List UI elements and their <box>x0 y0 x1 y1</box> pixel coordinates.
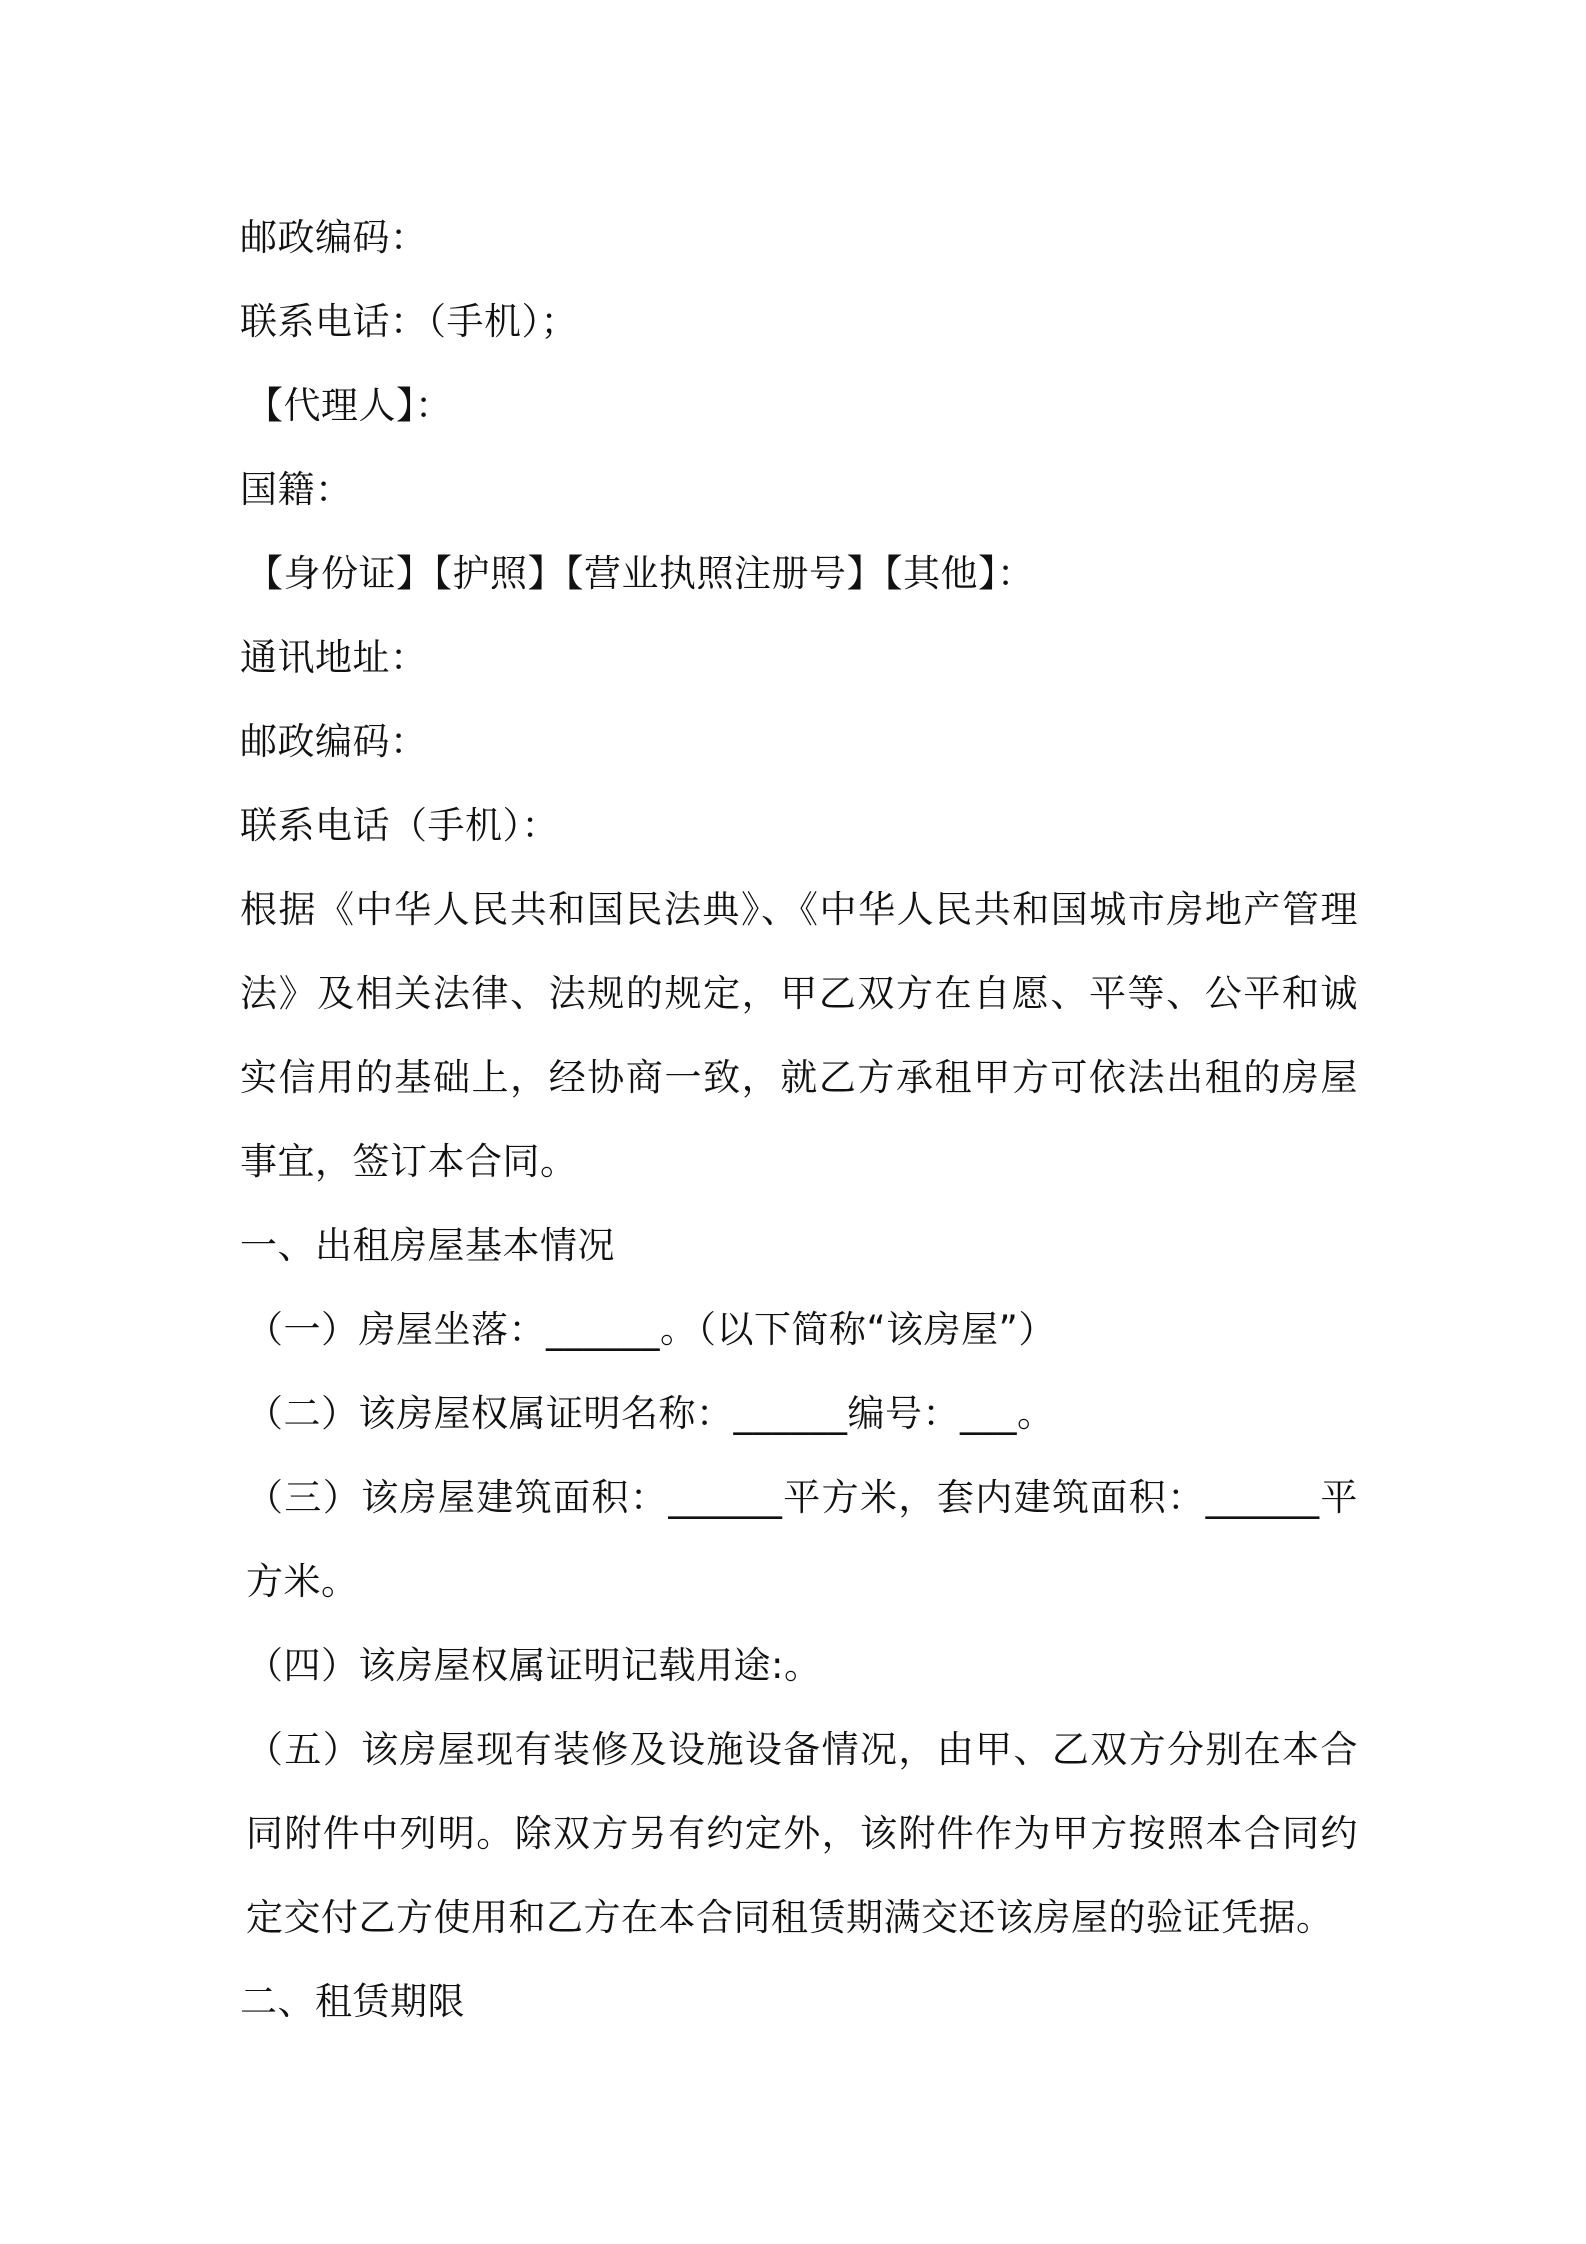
postal-code-line-2: 邮政编码： <box>240 720 428 763</box>
section-1-heading: 一、出租房屋基本情况 <box>240 1224 615 1267</box>
item-3: （三）该房屋建筑面积：______平方米，套内建筑面积：______平方米。 <box>246 1476 1358 1603</box>
document-body <box>240 196 1358 2044</box>
address-line: 通讯地址： <box>240 636 428 679</box>
phone-line: 联系电话：（手机）； <box>240 300 578 343</box>
item-4: （四）该房屋权属证明记载用途:。 <box>246 1644 822 1687</box>
section-2-heading: 二、租赁期限 <box>240 1980 465 2023</box>
id-types-line: 【身份证】【护照】【营业执照注册号】【其他】： <box>246 552 1035 595</box>
item-2: （二）该房屋权属证明名称：______编号：___。 <box>246 1392 1055 1435</box>
phone-line-2: 联系电话（手机）： <box>240 804 559 847</box>
nationality-line: 国籍： <box>240 468 353 511</box>
postal-code-line: 邮政编码： <box>240 216 428 259</box>
preamble-paragraph: 根据《中华人民共和国民法典》、《中华人民共和国城市房地产管理法》及相关法律、法规的规定，甲乙双方在自愿、平等、公平和诚实信用的基础上，经协商一致，就乙方承租甲方可依法出租的房屋事宜，签订本合同。 <box>240 888 1358 1183</box>
agent-line: 【代理人】： <box>246 384 453 427</box>
item-1: （一）房屋坐落：______。（以下简称“该房屋”） <box>246 1308 1056 1351</box>
item-5: （五）该房屋现有装修及设施设备情况，由甲、乙双方分别在本合同附件中列明。除双方另有约定外，该附件作为甲方按照本合同约定交付乙方使用和乙方在本合同租赁期满交还该房屋的验证凭据。 <box>246 1728 1358 1939</box>
